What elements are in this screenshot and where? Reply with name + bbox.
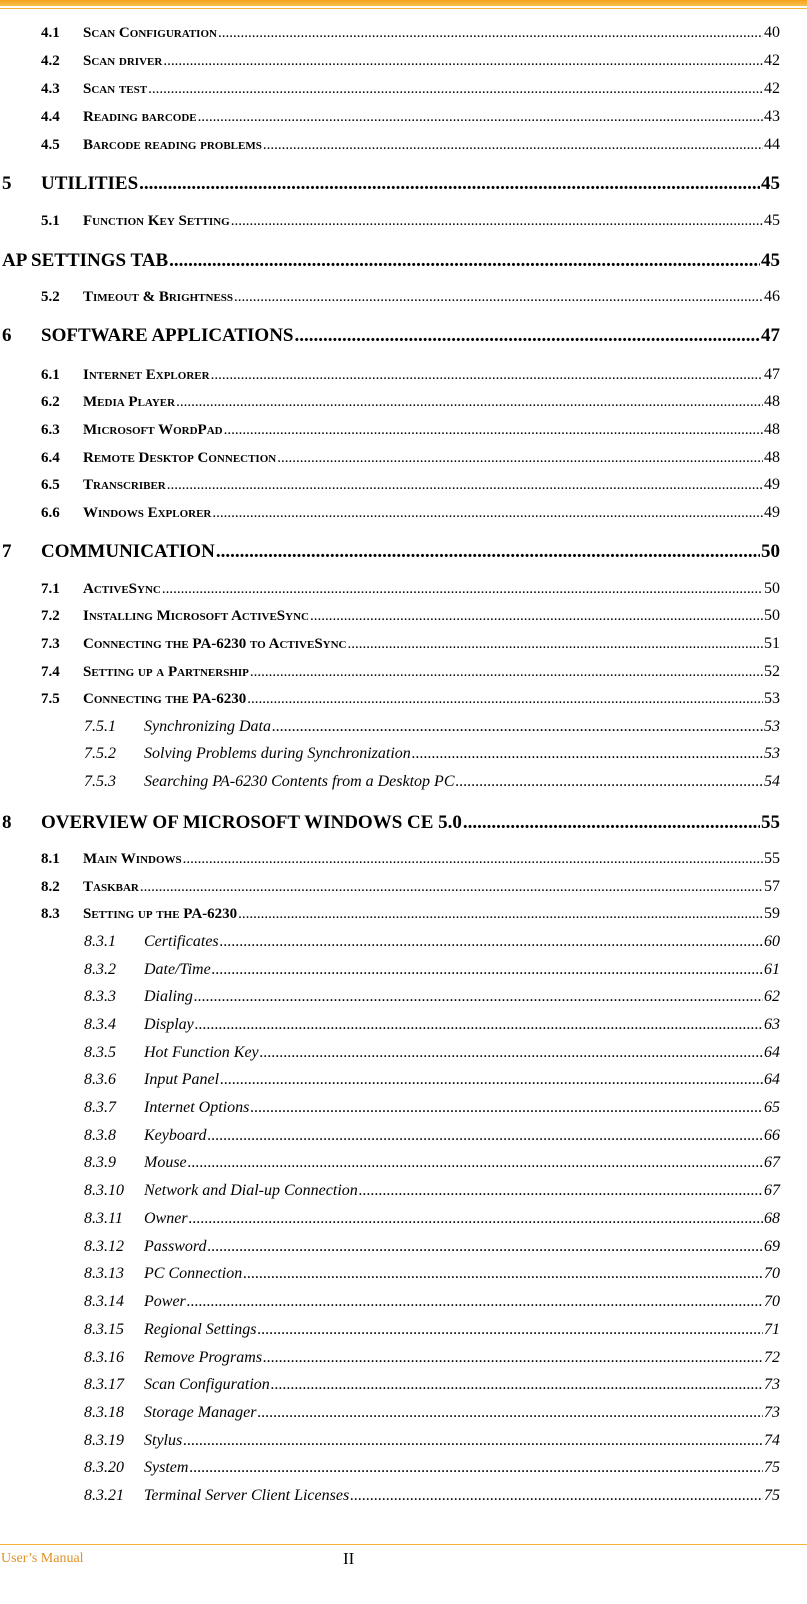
toc-entry-title: ActiveSync (83, 581, 161, 597)
header-rule (0, 8, 807, 9)
toc-entry-title: Microsoft WordPad (83, 422, 223, 438)
toc-dot-leader (250, 664, 763, 681)
toc-entry-page: 73 (764, 1376, 780, 1393)
toc-entry-title: System (144, 1459, 189, 1476)
toc-entry-number: 6.4 (41, 450, 60, 466)
footer-manual-label: User’s Manual (1, 1551, 84, 1566)
toc-entry-title: Internet Explorer (83, 367, 210, 383)
toc-entry[interactable] (84, 718, 780, 736)
toc-entry-page: 40 (764, 24, 780, 41)
toc-entry-title: Mouse (144, 1154, 187, 1171)
toc-entry-page: 53 (764, 690, 780, 707)
toc-entry[interactable] (41, 607, 780, 625)
toc-dot-leader (348, 636, 764, 653)
toc-entry[interactable] (84, 1404, 780, 1422)
footer-rule (0, 1544, 807, 1545)
toc-dot-leader (212, 961, 763, 979)
toc-dot-leader (271, 1376, 763, 1394)
toc-entry-page: 48 (764, 449, 780, 466)
toc-entry-page: 44 (764, 136, 780, 153)
toc-entry-page: 68 (764, 1210, 780, 1227)
toc-entry[interactable] (2, 541, 780, 563)
toc-entry-page: 67 (764, 1182, 780, 1199)
toc-entry[interactable] (84, 961, 780, 979)
toc-dot-leader (212, 505, 763, 522)
toc-entry-page: 50 (764, 580, 780, 597)
toc-entry[interactable] (41, 366, 780, 384)
toc-dot-leader (412, 745, 763, 763)
toc-entry-page: 42 (764, 52, 780, 69)
toc-entry-title: Synchronizing Data (144, 718, 271, 735)
toc-entry-title: OVERVIEW OF MICROSOFT WINDOWS CE 5.0 (41, 812, 462, 833)
toc-entry[interactable] (84, 1432, 780, 1450)
toc-entry-title: Terminal Server Client Licenses (144, 1487, 350, 1504)
toc-entry-number: 8.3.1 (84, 933, 116, 950)
toc-entry-number: 7.5.1 (84, 718, 116, 735)
toc-dot-leader (187, 1293, 763, 1311)
toc-entry-number: 4.2 (41, 53, 60, 69)
toc-entry[interactable] (84, 988, 780, 1006)
toc-entry-number: 4.1 (41, 25, 60, 41)
toc-entry-title: Scan test (83, 81, 148, 97)
toc-entry[interactable] (84, 1127, 780, 1145)
toc-entry-title: Scan driver (83, 53, 163, 69)
toc-dot-leader (176, 394, 763, 411)
toc-entry[interactable] (41, 663, 780, 681)
toc-entry[interactable] (84, 1459, 780, 1477)
toc-entry-number: 4.5 (41, 137, 60, 153)
toc-dot-leader (208, 1238, 763, 1256)
toc-dot-leader (359, 1182, 763, 1200)
toc-entry-page: 62 (764, 988, 780, 1005)
toc-entry-number: 6.2 (41, 394, 60, 410)
toc-entry-page: 67 (764, 1154, 780, 1171)
toc-entry[interactable] (41, 108, 780, 126)
toc-entry[interactable] (84, 1265, 780, 1283)
toc-entry-number: 8.3.19 (84, 1432, 124, 1449)
toc-entry-title: Certificates (144, 933, 219, 950)
toc-dot-leader (310, 608, 763, 625)
toc-entry-title: Stylus (144, 1432, 183, 1449)
toc-dot-leader (220, 1071, 763, 1089)
toc-dot-leader (139, 173, 760, 195)
toc-entry-title: COMMUNICATION (41, 541, 215, 562)
toc-entry-page: 50 (761, 541, 780, 562)
toc-entry-title: Storage Manager (144, 1404, 257, 1421)
toc-dot-leader (195, 1016, 763, 1034)
toc-entry-page: 59 (764, 905, 780, 922)
toc-entry-title: Solving Problems during Synchronization (144, 745, 411, 762)
toc-entry-page: 63 (764, 1016, 780, 1033)
toc-entry[interactable] (2, 812, 780, 834)
toc-dot-leader (243, 1265, 763, 1283)
toc-dot-leader (272, 718, 763, 736)
toc-entry-page: 55 (761, 812, 780, 833)
toc-dot-leader (189, 1459, 763, 1477)
toc-entry-title: Setting up the PA-6230 (83, 906, 238, 922)
toc-entry[interactable] (41, 212, 780, 230)
toc-entry-page: 64 (764, 1071, 780, 1088)
toc-entry-page: 61 (764, 961, 780, 978)
toc-entry-number: 7.2 (41, 608, 60, 624)
toc-entry-title: Owner (144, 1210, 188, 1227)
toc-entry[interactable] (84, 1154, 780, 1172)
toc-entry-title: Input Panel (144, 1071, 220, 1088)
toc-entry-page: 45 (761, 173, 780, 194)
toc-entry-number: 8.3.17 (84, 1376, 124, 1393)
toc-entry-page: 75 (764, 1459, 780, 1476)
toc-entry-title: AP SETTINGS TAB (2, 250, 169, 271)
toc-dot-leader (148, 81, 763, 98)
toc-dot-leader (211, 367, 763, 384)
toc-entry-number: 8.3.8 (84, 1127, 116, 1144)
toc-entry[interactable] (84, 1071, 780, 1089)
toc-entry-title: Reading barcode (83, 109, 197, 125)
toc-entry-number: 4.3 (41, 81, 60, 97)
toc-entry-number: 8.3.9 (84, 1154, 116, 1171)
toc-entry-number: 8.3.16 (84, 1349, 124, 1366)
toc-entry-title: Scan Configuration (83, 25, 217, 41)
toc-entry[interactable] (84, 933, 780, 951)
toc-entry-number: 7 (2, 541, 12, 562)
toc-entry-page: 52 (764, 663, 780, 680)
header-accent-bar (0, 0, 807, 6)
toc-dot-leader (198, 109, 763, 126)
toc-entry-number: 8.3.7 (84, 1099, 116, 1116)
toc-entry-title: Scan Configuration (144, 1376, 270, 1393)
toc-entry-number: 8.3.11 (84, 1210, 123, 1227)
toc-entry[interactable] (84, 1238, 780, 1256)
toc-entry[interactable] (2, 325, 780, 347)
toc-entry-number: 8.3.4 (84, 1016, 116, 1033)
toc-dot-leader (463, 812, 760, 834)
toc-entry-number: 7.3 (41, 636, 60, 652)
toc-entry[interactable] (84, 1376, 780, 1394)
toc-entry[interactable] (84, 773, 780, 791)
toc-dot-leader (295, 325, 760, 347)
toc-entry-page: 45 (764, 212, 780, 229)
toc-entry-number: 8 (2, 812, 12, 833)
toc-entry-number: 8.3.20 (84, 1459, 124, 1476)
toc-entry[interactable] (41, 136, 780, 154)
toc-entry-title: Media Player (83, 394, 176, 410)
toc-entry-number: 6.1 (41, 367, 60, 383)
toc-entry-title: Searching PA-6230 Contents from a Desktop PC (144, 773, 455, 790)
footer-page-number: II (343, 1549, 355, 1568)
toc-entry-page: 47 (764, 366, 780, 383)
toc-entry[interactable] (41, 850, 780, 868)
toc-entry-title: SOFTWARE APPLICATIONS (41, 325, 294, 346)
toc-dot-leader (263, 1349, 763, 1367)
toc-entry-page: 73 (764, 1404, 780, 1421)
toc-entry-title: Dialing (144, 988, 193, 1005)
toc-entry-number: 8.3.2 (84, 961, 116, 978)
toc-entry-number: 6.3 (41, 422, 60, 438)
toc-entry[interactable] (84, 1210, 780, 1228)
toc-entry-number: 7.5 (41, 691, 60, 707)
toc-entry-title: PC Connection (144, 1265, 243, 1282)
toc-dot-leader (208, 1127, 763, 1145)
toc-entry-number: 5.1 (41, 213, 60, 229)
toc-entry-title: Remote Desktop Connection (83, 450, 277, 466)
toc-entry-title: Connecting the PA-6230 (83, 691, 247, 707)
toc-entry-number: 8.3.18 (84, 1404, 124, 1421)
toc-entry-number: 6 (2, 325, 12, 346)
toc-entry[interactable] (41, 52, 780, 70)
toc-entry[interactable] (41, 905, 780, 923)
toc-entry-page: 43 (764, 108, 780, 125)
toc-dot-leader (238, 906, 763, 923)
toc-dot-leader (350, 1487, 763, 1505)
toc-entry-page: 66 (764, 1127, 780, 1144)
toc-dot-leader (224, 422, 763, 439)
toc-entry-title: Display (144, 1016, 194, 1033)
toc-dot-leader (257, 1404, 763, 1422)
toc-entry-title: Transcriber (83, 477, 166, 493)
toc-dot-leader (277, 450, 763, 467)
toc-entry-title: Regional Settings (144, 1321, 257, 1338)
toc-entry-title: Remove Programs (144, 1349, 263, 1366)
toc-entry[interactable] (2, 250, 780, 272)
toc-entry-number: 8.2 (41, 879, 60, 895)
toc-entry-title: UTILITIES (41, 173, 139, 194)
toc-entry-page: 55 (764, 850, 780, 867)
toc-entry[interactable] (84, 1182, 780, 1200)
toc-entry-number: 5.2 (41, 289, 60, 305)
toc-entry[interactable] (41, 580, 780, 598)
toc-entry-page: 57 (764, 878, 780, 895)
toc-dot-leader (163, 53, 763, 70)
toc-entry-title: Date/Time (144, 961, 211, 978)
toc-entry-number: 8.3.5 (84, 1044, 116, 1061)
toc-dot-leader (183, 851, 763, 868)
toc-dot-leader (216, 541, 760, 563)
toc-dot-leader (247, 691, 763, 708)
toc-entry[interactable] (41, 504, 780, 522)
toc-entry-page: 49 (764, 476, 780, 493)
toc-entry-title: Password (144, 1238, 207, 1255)
toc-entry-number: 4.4 (41, 109, 60, 125)
toc-dot-leader (456, 773, 764, 791)
toc-entry-title: Power (144, 1293, 186, 1310)
toc-entry[interactable] (41, 635, 780, 653)
toc-entry-page: 71 (764, 1321, 780, 1338)
toc-entry-page: 45 (761, 250, 780, 271)
toc-dot-leader (263, 137, 763, 154)
toc-entry[interactable] (41, 690, 780, 708)
toc-entry-title: Internet Options (144, 1099, 250, 1116)
toc-entry-number: 8.3.3 (84, 988, 116, 1005)
toc-entry-page: 70 (764, 1265, 780, 1282)
toc-entry[interactable] (84, 1016, 780, 1034)
toc-entry[interactable] (84, 1321, 780, 1339)
toc-entry-page: 48 (764, 421, 780, 438)
toc-entry-page: 47 (761, 325, 780, 346)
toc-entry-title: Timeout & Brightness (83, 289, 234, 305)
toc-entry[interactable] (84, 1044, 780, 1062)
toc-dot-leader (167, 477, 763, 494)
toc-entry-number: 7.4 (41, 664, 60, 680)
toc-entry-number: 8.3.12 (84, 1238, 124, 1255)
toc-entry-page: 54 (764, 773, 780, 790)
toc-entry-page: 42 (764, 80, 780, 97)
toc-entry-number: 7.5.3 (84, 773, 116, 790)
toc-entry-title: Function Key Setting (83, 213, 230, 229)
toc-entry-page: 74 (764, 1432, 780, 1449)
toc-dot-leader (260, 1044, 763, 1062)
toc-entry-page: 53 (764, 718, 780, 735)
toc-entry-title: Setting up a Partnership (83, 664, 249, 680)
toc-dot-leader (188, 1154, 763, 1172)
toc-entry[interactable] (84, 745, 780, 763)
toc-entry-number: 8.3.14 (84, 1293, 124, 1310)
toc-entry-page: 69 (764, 1238, 780, 1255)
toc-dot-leader (257, 1321, 763, 1339)
toc-entry-page: 72 (764, 1349, 780, 1366)
toc-entry[interactable] (41, 476, 780, 494)
toc-dot-leader (194, 988, 763, 1006)
toc-entry-page: 70 (764, 1293, 780, 1310)
toc-entry-page: 75 (764, 1487, 780, 1504)
toc-entry-page: 65 (764, 1099, 780, 1116)
toc-dot-leader (189, 1210, 763, 1228)
toc-entry[interactable] (84, 1293, 780, 1311)
toc-entry-page: 51 (764, 635, 780, 652)
toc-dot-leader (169, 250, 760, 272)
toc-dot-leader (231, 213, 763, 230)
toc-entry[interactable] (41, 449, 780, 467)
toc-dot-leader (234, 289, 763, 306)
toc-entry-title: Installing Microsoft ActiveSync (83, 608, 309, 624)
toc-entry-number: 8.3.21 (84, 1487, 124, 1504)
toc-entry-page: 46 (764, 288, 780, 305)
toc-entry-title: Network and Dial-up Connection (144, 1182, 358, 1199)
toc-entry-page: 53 (764, 745, 780, 762)
toc-entry[interactable] (84, 1487, 780, 1505)
toc-entry[interactable] (41, 80, 780, 98)
toc-entry-title: Keyboard (144, 1127, 207, 1144)
toc-entry[interactable] (41, 24, 780, 42)
toc-entry-number: 8.3.15 (84, 1321, 124, 1338)
toc-entry-number: 5 (2, 173, 12, 194)
toc-entry-number: 7.1 (41, 581, 60, 597)
toc-dot-leader (183, 1432, 763, 1450)
toc-entry-page: 64 (764, 1044, 780, 1061)
toc-dot-leader (220, 933, 763, 951)
toc-dot-leader (140, 879, 763, 896)
toc-entry-title: Hot Function Key (144, 1044, 259, 1061)
toc-dot-leader (218, 25, 763, 42)
toc-entry-number: 6.6 (41, 505, 60, 521)
toc-entry-page: 48 (764, 393, 780, 410)
toc-entry-title: Barcode reading problems (83, 137, 262, 153)
toc-entry-page: 60 (764, 933, 780, 950)
toc-entry-number: 8.3.13 (84, 1265, 124, 1282)
toc-entry-title: Taskbar (83, 879, 139, 895)
toc-entry[interactable] (41, 393, 780, 411)
toc-entry-number: 6.5 (41, 477, 60, 493)
toc-entry-page: 49 (764, 504, 780, 521)
toc-entry[interactable] (41, 288, 780, 306)
toc-dot-leader (162, 581, 763, 598)
toc-entry-number: 7.5.2 (84, 745, 116, 762)
toc-entry-page: 50 (764, 607, 780, 624)
toc-entry[interactable] (41, 878, 780, 896)
toc-dot-leader (250, 1099, 763, 1117)
toc-entry[interactable] (84, 1099, 780, 1117)
toc-entry-number: 8.3.10 (84, 1182, 124, 1199)
toc-entry-title: Connecting the PA-6230 to ActiveSync (83, 636, 347, 652)
toc-entry-number: 8.1 (41, 851, 60, 867)
toc-entry-title: Windows Explorer (83, 505, 212, 521)
toc-entry-title: Main Windows (83, 851, 182, 867)
toc-entry-number: 8.3.6 (84, 1071, 116, 1088)
toc-entry[interactable] (84, 1349, 780, 1367)
toc-entry[interactable] (41, 421, 780, 439)
toc-entry[interactable] (2, 173, 780, 195)
toc-entry-number: 8.3 (41, 906, 60, 922)
